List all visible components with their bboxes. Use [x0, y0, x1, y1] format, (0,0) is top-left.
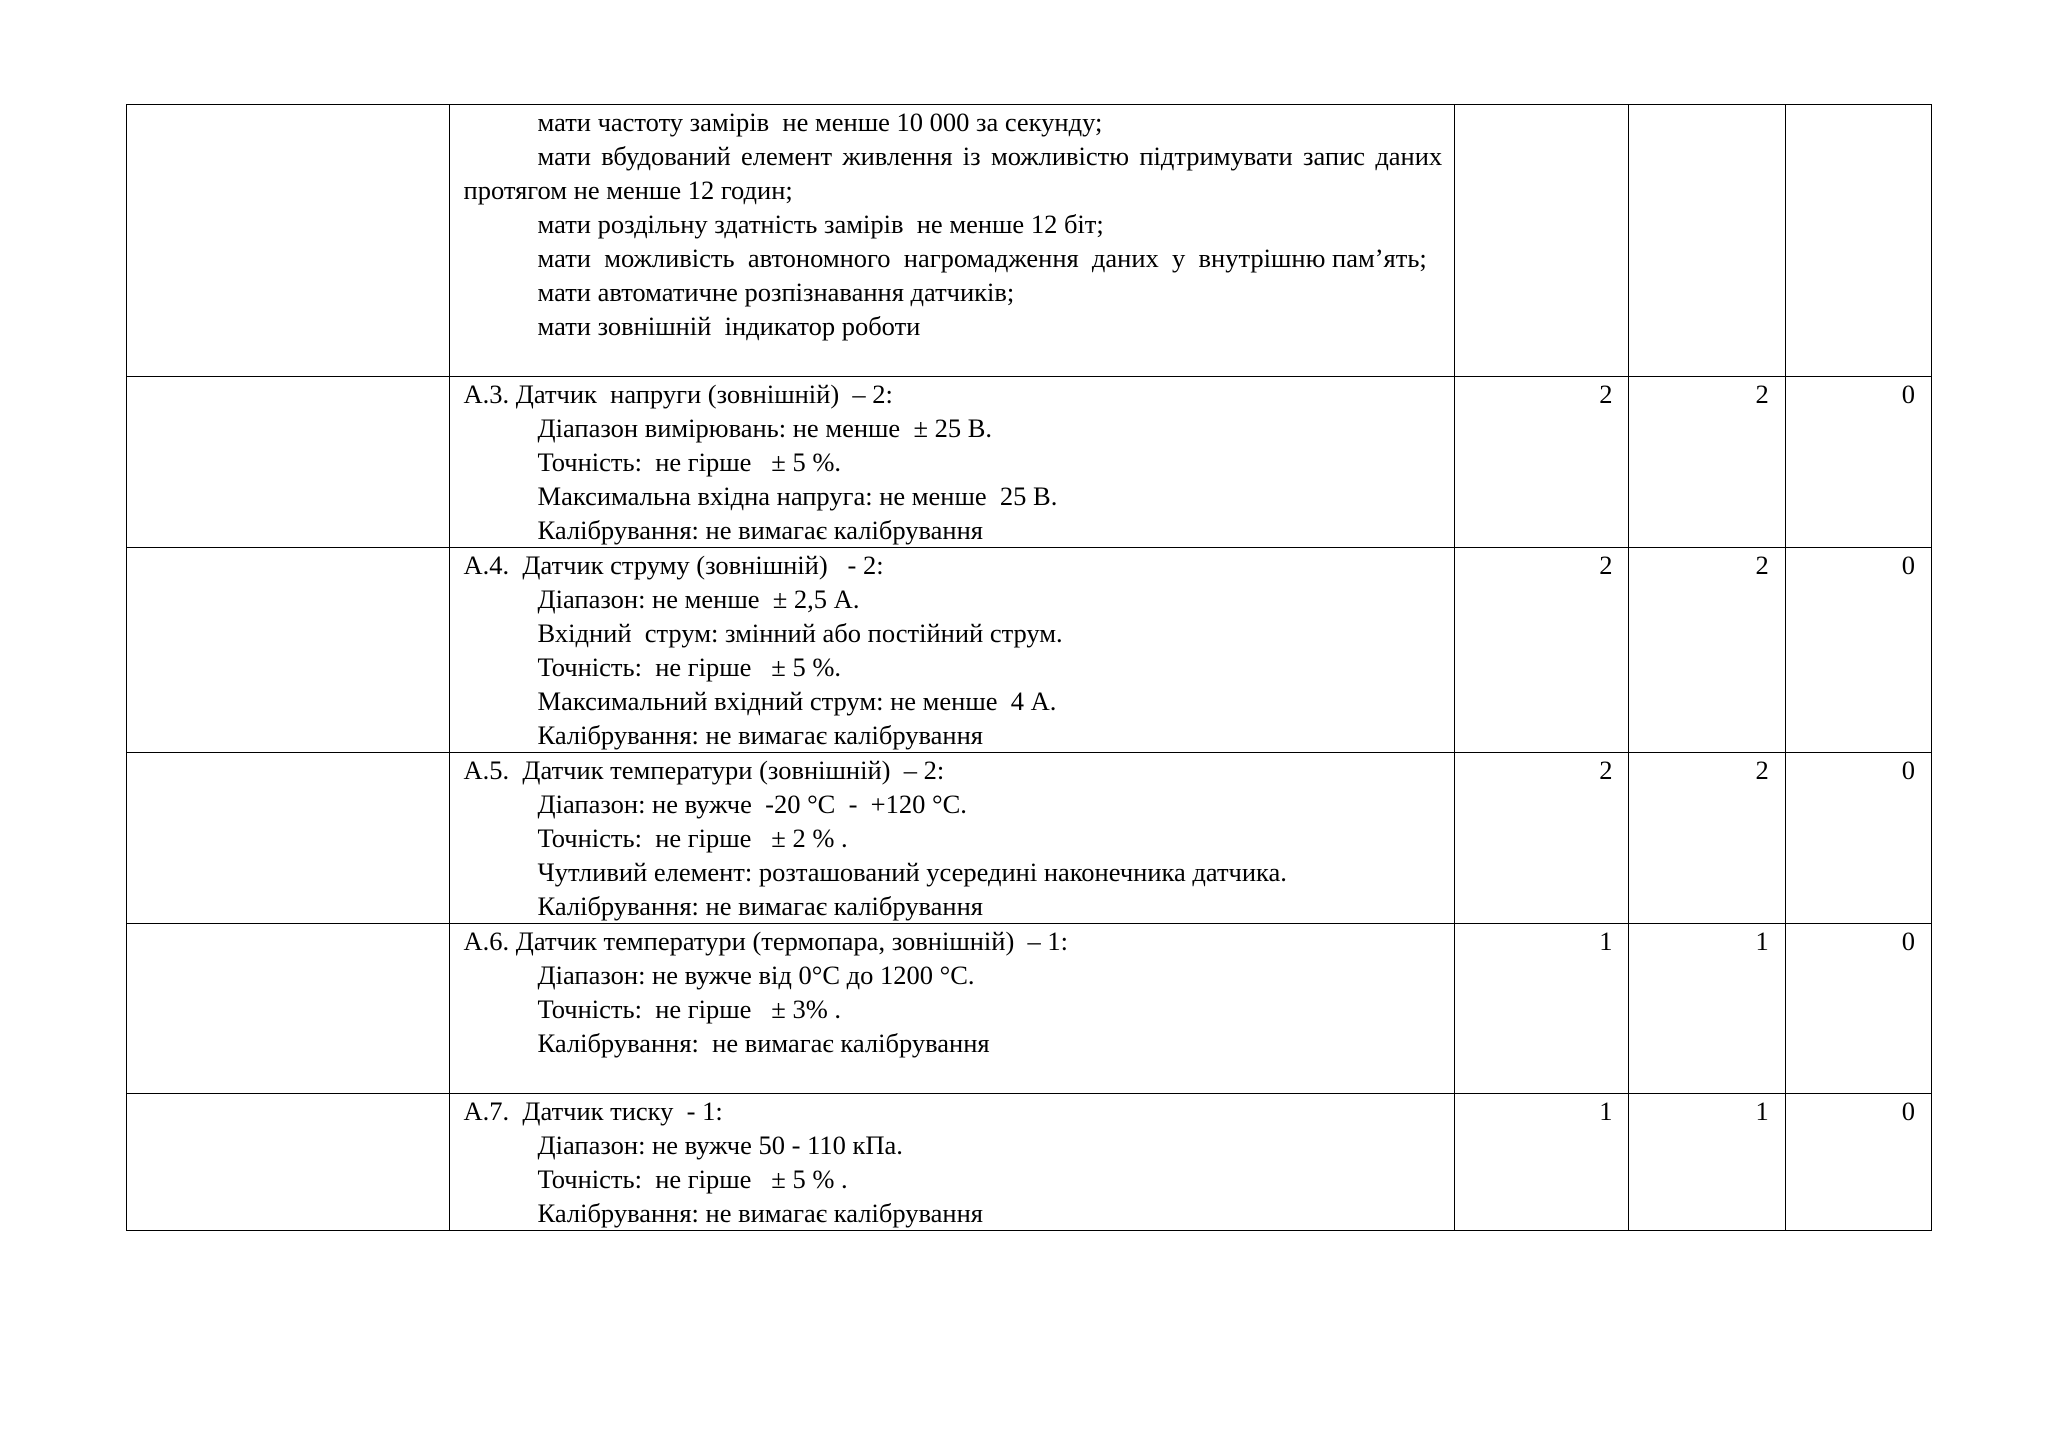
quantity-cell: 1	[1455, 924, 1629, 1094]
description-line: мати вбудований елемент живлення із можливістю підтримувати запис даних протягом не менше 12 годин;	[463, 141, 1449, 205]
quantity-cell: 1	[1455, 1094, 1629, 1231]
description-line: Діапазон: не вужче -20 °С - +120 °С.	[537, 789, 967, 819]
quantity-cell: 2	[1629, 548, 1785, 753]
quantity-cell: 2	[1629, 377, 1785, 548]
description-line: мати зовнішній індикатор роботи	[537, 311, 921, 341]
table-row	[127, 377, 1932, 548]
description-line: Точність: не гірше ± 3% .	[537, 994, 842, 1024]
quantity-cell: 0	[1785, 924, 1931, 1094]
description-cell	[449, 924, 1455, 1094]
description-line: Точність: не гірше ± 5 % .	[537, 1164, 848, 1194]
item-title: А.4. Датчик струму (зовнішній) - 2:	[463, 550, 884, 580]
description-cell	[449, 1094, 1455, 1231]
description-line: Калібрування: не вимагає калібрування	[537, 515, 983, 545]
quantity-cell	[1629, 105, 1785, 377]
description-cell	[449, 377, 1455, 548]
description-line: Діапазон: не менше ± 2,5 А.	[537, 584, 860, 614]
item-title: А.3. Датчик напруги (зовнішній) – 2:	[463, 379, 893, 409]
quantity-cell: 2	[1455, 753, 1629, 924]
quantity-cell: 2	[1629, 753, 1785, 924]
quantity-cell	[1455, 105, 1629, 377]
number-cell	[127, 924, 450, 1094]
number-cell	[127, 377, 450, 548]
description-line: Калібрування: не вимагає калібрування	[537, 720, 983, 750]
number-cell	[127, 753, 450, 924]
description-line: Діапазон: не вужче від 0°С до 1200 °С.	[537, 960, 975, 990]
specification-table	[126, 104, 1932, 1231]
table-row	[127, 924, 1932, 1094]
description-line: Калібрування: не вимагає калібрування	[537, 891, 983, 921]
item-title: А.7. Датчик тиску - 1:	[463, 1096, 723, 1126]
number-cell	[127, 1094, 450, 1231]
description-line: Калібрування: не вимагає калібрування	[537, 1198, 983, 1228]
description-line: Чутливий елемент: розташований усередині наконечника датчика.	[537, 857, 1287, 887]
quantity-cell: 1	[1629, 924, 1785, 1094]
number-cell	[127, 105, 450, 377]
quantity-cell: 0	[1785, 753, 1931, 924]
quantity-cell: 0	[1785, 1094, 1931, 1231]
description-line: Точність: не гірше ± 5 %.	[537, 447, 842, 477]
description-line: Діапазон вимірювань: не менше ± 25 В.	[537, 413, 993, 443]
description-cell	[449, 105, 1455, 377]
description-cell	[449, 753, 1455, 924]
table-row	[127, 753, 1932, 924]
quantity-cell	[1785, 105, 1931, 377]
quantity-cell: 0	[1785, 377, 1931, 548]
description-line: мати частоту замірів не менше 10 000 за секунду;	[537, 107, 1103, 137]
description-line: Максимальна вхідна напруга: не менше 25 В.	[537, 481, 1058, 511]
table-row	[127, 548, 1932, 753]
description-line: мати можливість автономного нагромадження даних у внутрішню пам’ять;	[537, 243, 1427, 273]
quantity-cell: 2	[1455, 377, 1629, 548]
description-line: мати автоматичне розпізнавання датчиків;	[537, 277, 1015, 307]
number-cell	[127, 548, 450, 753]
item-title: А.6. Датчик температури (термопара, зовнішній) – 1:	[463, 926, 1069, 956]
description-cell	[449, 548, 1455, 753]
description-line: Максимальний вхідний струм: не менше 4 А.	[537, 686, 1057, 716]
quantity-cell: 0	[1785, 548, 1931, 753]
description-line: мати роздільну здатність замірів не менше 12 біт;	[537, 209, 1104, 239]
quantity-cell: 1	[1629, 1094, 1785, 1231]
description-line: Точність: не гірше ± 2 % .	[537, 823, 848, 853]
description-line: Вхідний струм: змінний або постійний струм.	[537, 618, 1063, 648]
description-line: Точність: не гірше ± 5 %.	[537, 652, 842, 682]
description-line: Діапазон: не вужче 50 - 110 кПа.	[537, 1130, 903, 1160]
table-row	[127, 105, 1932, 377]
quantity-cell: 2	[1455, 548, 1629, 753]
item-title: А.5. Датчик температури (зовнішній) – 2:	[463, 755, 945, 785]
table-row	[127, 1094, 1932, 1231]
description-line: Калібрування: не вимагає калібрування	[537, 1028, 990, 1058]
